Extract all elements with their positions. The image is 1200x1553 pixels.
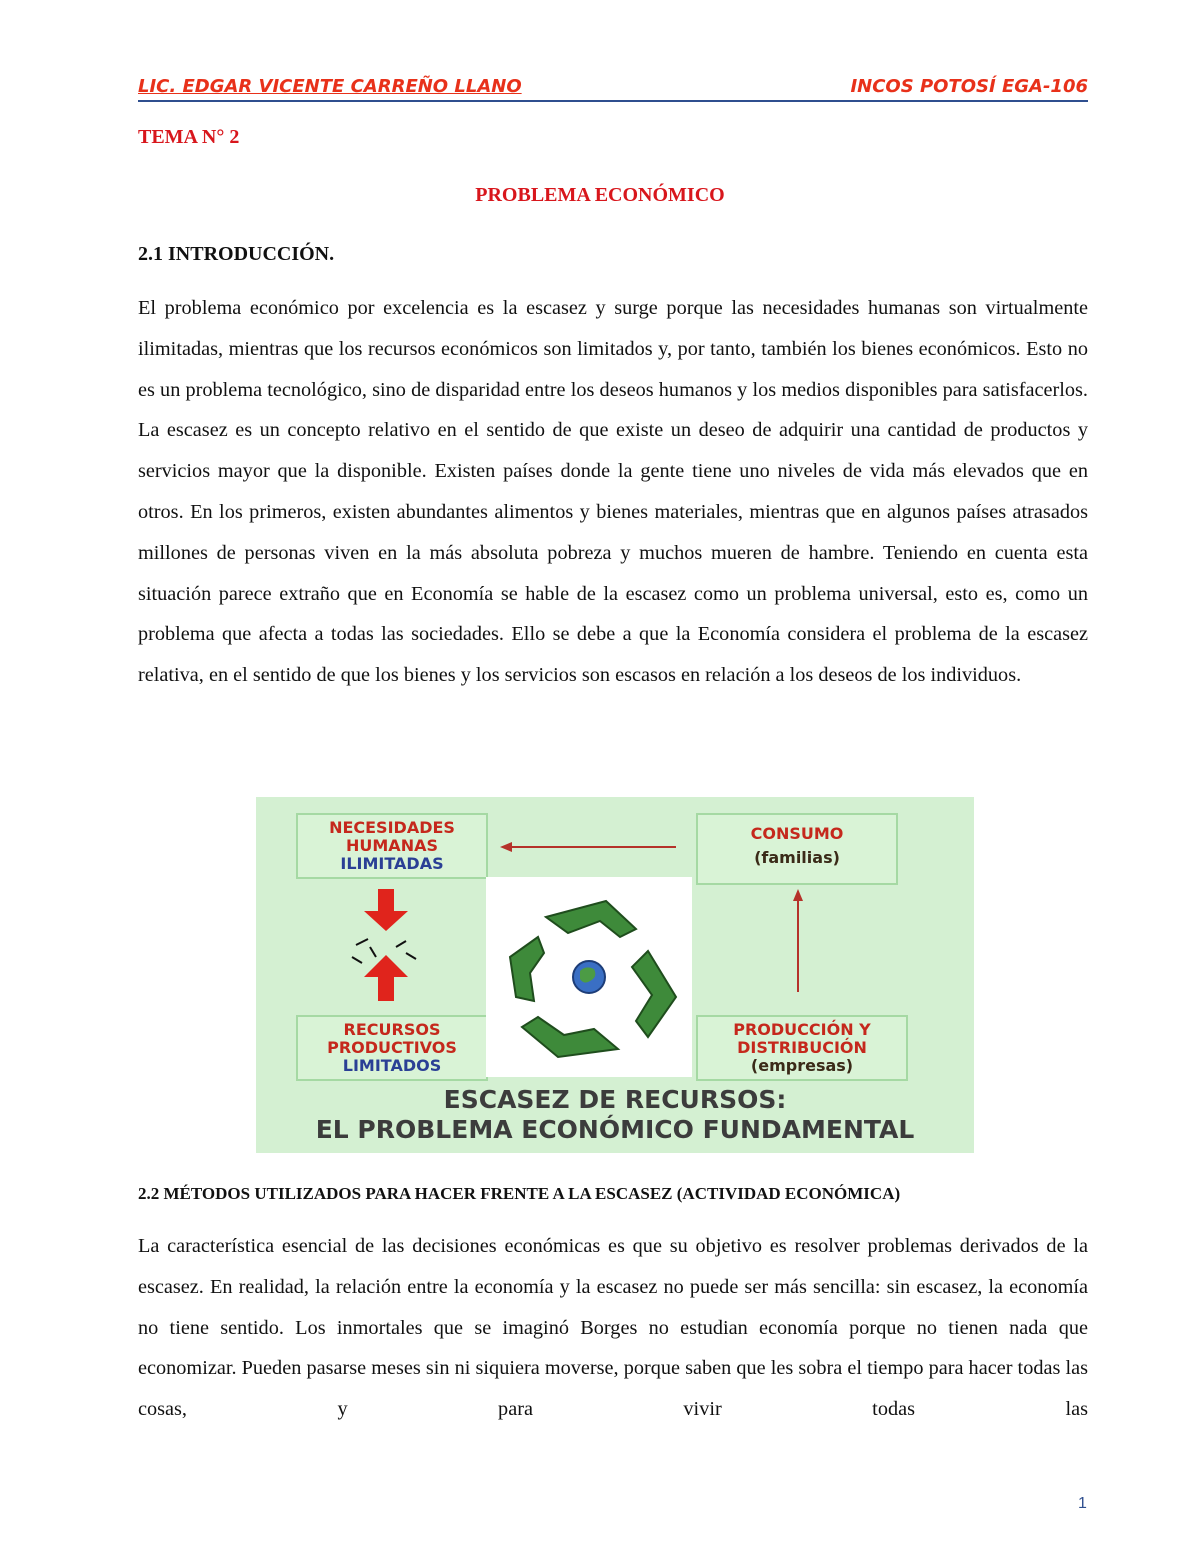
- box-production-distribution: PRODUCCIÓN Y DISTRIBUCIÓN (empresas): [696, 1015, 908, 1081]
- scarcity-diagram: [256, 797, 974, 1153]
- recycle-icon: [486, 877, 692, 1077]
- section-heading-methods: 2.2 MÉTODOS UTILIZADOS PARA HACER FRENTE A LA ESCASEZ (ACTIVIDAD ECONÓMICA): [138, 1184, 901, 1203]
- box-consumption: CONSUMO (familias): [696, 813, 898, 885]
- arrow-produccion-to-consumo: [793, 889, 803, 992]
- section-heading-intro: 2.1 INTRODUCCIÓN.: [138, 243, 335, 265]
- box-human-needs: NECESIDADES HUMANAS ILIMITADAS: [296, 813, 488, 879]
- topic-number: TEMA N° 2: [138, 126, 240, 148]
- diagram-title-line2: EL PROBLEMA ECONÓMICO FUNDAMENTAL: [315, 1115, 915, 1144]
- box-productive-resources: RECURSOS PRODUCTIVOS LIMITADOS: [296, 1015, 488, 1081]
- conflict-arrows-icon: [352, 889, 416, 1001]
- section-body-methods: La característica esencial de las decisiones económicas es que su objetivo es resolver problemas derivados de la escasez. En realidad, la relación entre la economía y la escasez no puede ser más sencilla: sin escasez, la economía no tiene sentido. Los inmortales que se imaginó Borges no estudian economía porque no tienen nada que economizar. Pueden pasarse meses sin ni siquiera moverse, porque saben que les sobra el tiempo para hacer todas las cosas, y para vivir todas las: [138, 1235, 1088, 1421]
- arrow-consumo-to-needs: [500, 842, 676, 852]
- page-header: [138, 76, 1088, 102]
- section-body-intro: El problema económico por excelencia es la escasez y surge porque las necesidades humanas son virtualmente ilimitadas, mientras que los recursos económicos son limitados y, por tanto, también los bienes económicos. Esto no es un problema tecnológico, sino de disparidad entre los deseos humanos y los medios disponibles para satisfacerlos. La escasez es un concepto relativo en el sentido de que existe un deseo de adquirir una cantidad de productos y servicios mayor que la disponible. Existen países donde la gente tiene uno niveles de vida más elevados que en otros. En los primeros, existen abundantes alimentos y bienes materiales, mientras que en algunos países atrasados millones de personas viven en la más absoluta pobreza y muchos mueren de hambre. Teniendo en cuenta esta situación parece extraño que en Economía se hable de la escasez como un problema universal, esto es, como un problema que afecta a todas las sociedades. Ello se debe a que la Economía considera el problema de la escasez relativa, en el sentido de que los bienes y los servicios son escasos en relación a los deseos de los individuos.: [138, 297, 1088, 687]
- page-title: PROBLEMA ECONÓMICO: [475, 184, 725, 206]
- header-author: LIC. EDGAR VICENTE CARREÑO LLANO: [138, 76, 522, 97]
- header-institution: INCOS POTOSÍ EGA-106: [850, 76, 1088, 97]
- diagram-title-line1: ESCASEZ DE RECURSOS:: [443, 1085, 787, 1114]
- page-number: 1: [1078, 1495, 1087, 1512]
- recycle-globe-image: [486, 877, 692, 1077]
